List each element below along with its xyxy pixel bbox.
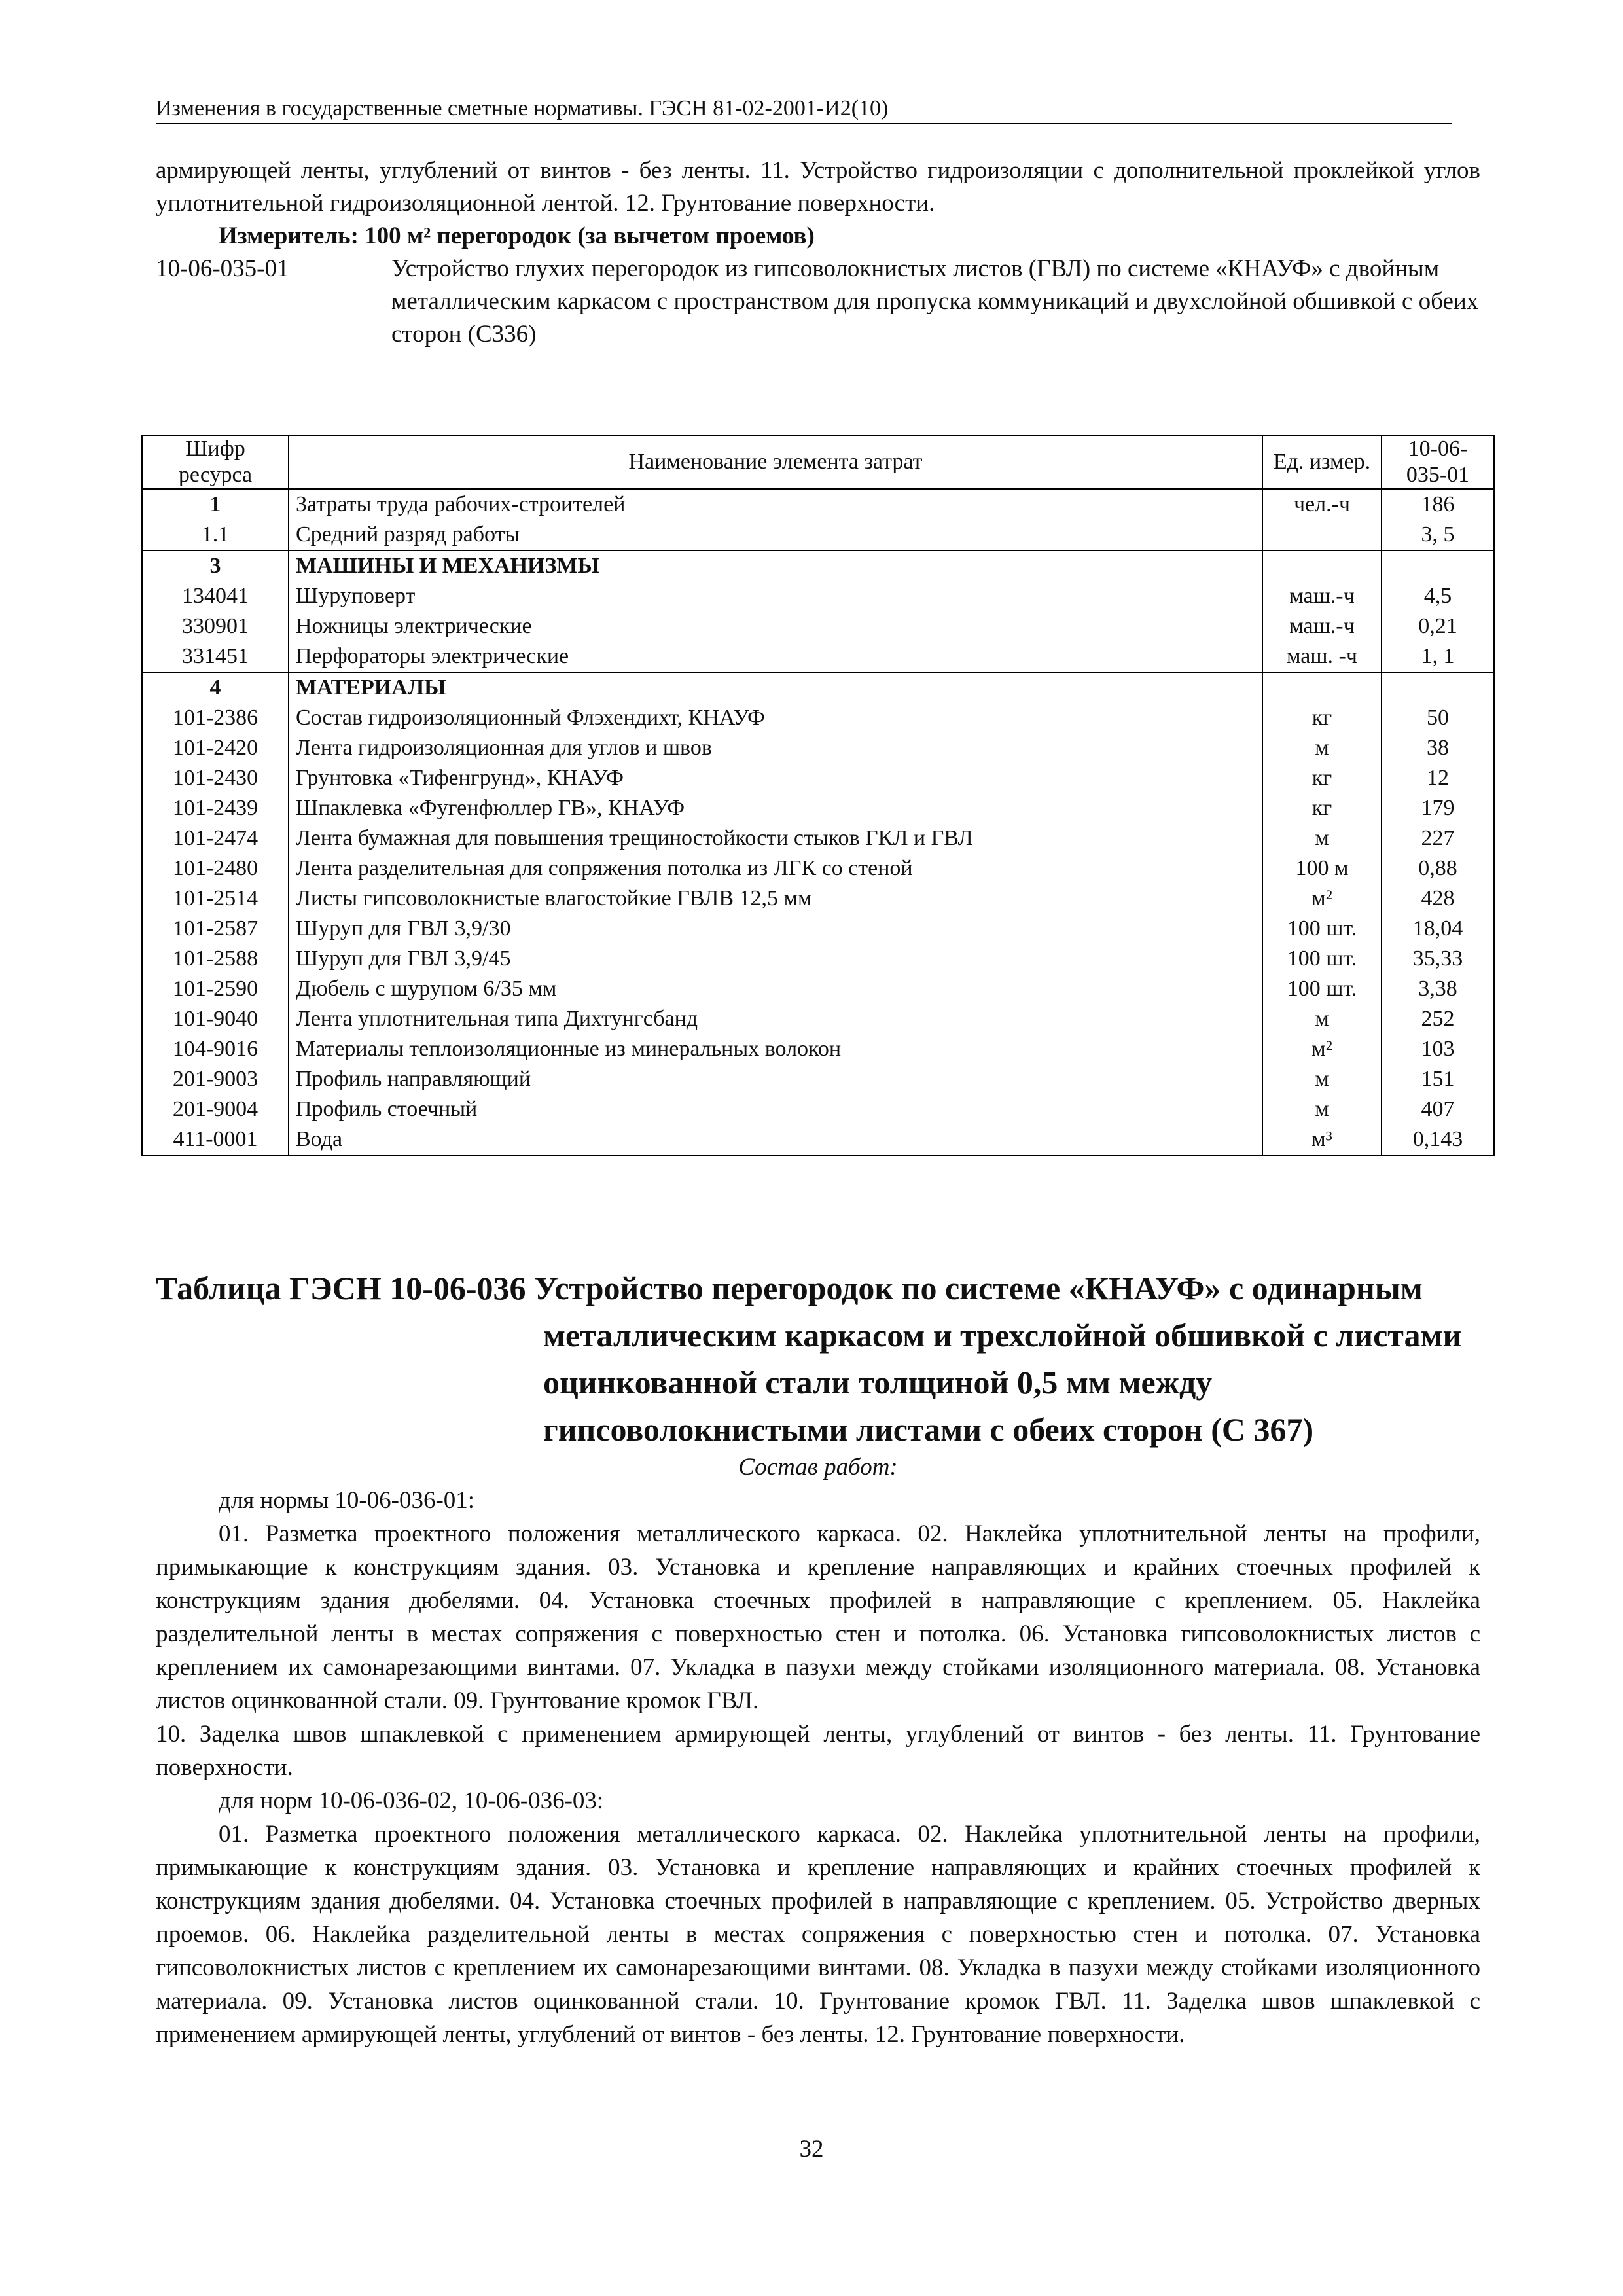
row-code: 101-2587	[142, 914, 289, 944]
norm-heading	[156, 253, 1480, 351]
group-value-empty	[1382, 672, 1494, 703]
row-code: 1.1	[142, 520, 289, 550]
row-name: Профиль стоечный	[289, 1094, 1262, 1124]
row-code: 331451	[142, 641, 289, 672]
row-value: 151	[1382, 1064, 1494, 1094]
row-name: Профиль направляющий	[289, 1064, 1262, 1094]
row-value: 38	[1382, 733, 1494, 763]
row-unit: м	[1262, 823, 1382, 853]
group-value-empty	[1382, 550, 1494, 581]
continued-paragraph: армирующей ленты, углублений от винтов - без ленты. 11. Устройство гидроизоляции с дополнительной проклейкой углов уплотнительной гидроизоляционной лентой. 12. Грунтование поверхности.	[156, 157, 1480, 217]
table-header-row	[142, 435, 1494, 489]
row-value: 407	[1382, 1094, 1494, 1124]
row-name: Перфораторы электрические	[289, 641, 1262, 672]
page-number: 32	[799, 2136, 824, 2162]
section-title-text-1: Устройство перегородок по системе «КНАУФ» с одинарным	[534, 1270, 1423, 1306]
section-title-line-4: гипсоволокнистыми листами с обеих сторон (С 367)	[543, 1411, 1314, 1448]
header-code: Шифр ресурса	[142, 435, 289, 489]
intro-block	[156, 154, 1480, 351]
row-name: Лента гидроизоляционная для углов и швов	[289, 733, 1262, 763]
norm1-label: для нормы 10-06-036-01:	[219, 1487, 475, 1514]
table-row	[142, 763, 1494, 793]
works-subtitle: Состав работ:	[738, 1454, 898, 1480]
table-row	[142, 884, 1494, 914]
section-title-line-1	[156, 1265, 1491, 1312]
row-value: 428	[1382, 884, 1494, 914]
header-unit: Ед. измер.	[1262, 435, 1382, 489]
row-code: 101-2474	[142, 823, 289, 853]
row-unit: маш.-ч	[1262, 611, 1382, 641]
row-value: 3, 5	[1382, 520, 1494, 550]
works-composition	[156, 1450, 1480, 2051]
section-title-line-3: оцинкованной стали толщиной 0,5 мм между	[543, 1364, 1213, 1401]
resource-table	[141, 435, 1495, 1156]
row-unit: маш. -ч	[1262, 641, 1382, 672]
table-row	[142, 914, 1494, 944]
row-name: Шуруп для ГВЛ 3,9/30	[289, 914, 1262, 944]
table-row	[142, 944, 1494, 974]
row-unit: чел.-ч	[1262, 489, 1382, 520]
row-value: 252	[1382, 1004, 1494, 1034]
row-name: Материалы теплоизоляционные из минеральных волокон	[289, 1034, 1262, 1064]
row-value: 186	[1382, 489, 1494, 520]
row-code: 201-9003	[142, 1064, 289, 1094]
group-code: 4	[142, 672, 289, 703]
row-name: Шуруп для ГВЛ 3,9/45	[289, 944, 1262, 974]
row-code: 134041	[142, 581, 289, 611]
group-title: МАТЕРИАЛЫ	[289, 672, 1262, 703]
row-unit: м³	[1262, 1124, 1382, 1155]
norm-code: 10-06-035-01	[156, 255, 289, 282]
table-group-row	[142, 672, 1494, 703]
row-value: 3,38	[1382, 974, 1494, 1004]
table-row	[142, 1124, 1494, 1155]
row-code: 1	[142, 489, 289, 520]
table-row	[142, 611, 1494, 641]
row-name: Лента уплотнительная типа Дихтунгсбанд	[289, 1004, 1262, 1034]
row-value: 1, 1	[1382, 641, 1494, 672]
row-name: Средний разряд работы	[289, 520, 1262, 550]
header-name: Наименование элемента затрат	[289, 435, 1262, 489]
table-group-row	[142, 550, 1494, 581]
row-unit: кг	[1262, 703, 1382, 733]
row-code: 101-9040	[142, 1004, 289, 1034]
row-unit: м	[1262, 1004, 1382, 1034]
meter-line: Измеритель: 100 м² перегородок (за вычетом проемов)	[219, 223, 815, 249]
section-title-lead: Таблица ГЭСН 10-06-036	[156, 1270, 535, 1306]
row-unit: м²	[1262, 884, 1382, 914]
row-value: 227	[1382, 823, 1494, 853]
row-value: 0,143	[1382, 1124, 1494, 1155]
running-header: Изменения в государственные сметные нормативы. ГЭСН 81-02-2001-И2(10)	[156, 96, 1452, 124]
row-code: 411-0001	[142, 1124, 289, 1155]
table-row	[142, 1034, 1494, 1064]
group-title: МАШИНЫ И МЕХАНИЗМЫ	[289, 550, 1262, 581]
row-code: 101-2439	[142, 793, 289, 823]
norm2-label: для норм 10-06-036-02, 10-06-036-03:	[219, 1787, 604, 1814]
row-unit: м	[1262, 733, 1382, 763]
group-unit-empty	[1262, 550, 1382, 581]
row-value: 103	[1382, 1034, 1494, 1064]
row-value: 4,5	[1382, 581, 1494, 611]
row-name: Состав гидроизоляционный Флэхендихт, КНАУФ	[289, 703, 1262, 733]
row-code: 330901	[142, 611, 289, 641]
group-code: 3	[142, 550, 289, 581]
row-unit: кг	[1262, 793, 1382, 823]
row-value: 50	[1382, 703, 1494, 733]
table-row	[142, 641, 1494, 672]
row-code: 101-2480	[142, 853, 289, 884]
row-code: 101-2588	[142, 944, 289, 974]
row-unit: кг	[1262, 763, 1382, 793]
row-unit	[1262, 520, 1382, 550]
table-row	[142, 974, 1494, 1004]
table-row	[142, 1004, 1494, 1034]
row-unit: 100 шт.	[1262, 974, 1382, 1004]
row-unit: м²	[1262, 1034, 1382, 1064]
row-value: 18,04	[1382, 914, 1494, 944]
row-unit: 100 м	[1262, 853, 1382, 884]
table-row	[142, 823, 1494, 853]
row-name: Ножницы электрические	[289, 611, 1262, 641]
section-title	[156, 1265, 1491, 1453]
table-row	[142, 853, 1494, 884]
row-unit: м	[1262, 1064, 1382, 1094]
table-row	[142, 1094, 1494, 1124]
row-name: Вода	[289, 1124, 1262, 1155]
row-code: 101-2386	[142, 703, 289, 733]
table-row	[142, 703, 1494, 733]
row-name: Шпаклевка «Фугенфюллер ГВ», КНАУФ	[289, 793, 1262, 823]
row-value: 179	[1382, 793, 1494, 823]
section-title-line-2: металлическим каркасом и трехслойной обшивкой с листами	[543, 1317, 1462, 1354]
row-code: 101-2590	[142, 974, 289, 1004]
row-value: 12	[1382, 763, 1494, 793]
row-code: 201-9004	[142, 1094, 289, 1124]
row-unit: маш.-ч	[1262, 581, 1382, 611]
row-code: 104-9016	[142, 1034, 289, 1064]
row-unit: м	[1262, 1094, 1382, 1124]
row-code: 101-2430	[142, 763, 289, 793]
header-value: 10-06- 035-01	[1382, 435, 1494, 489]
row-name: Затраты труда рабочих-строителей	[289, 489, 1262, 520]
norm1-text-b: 10. Заделка швов шпаклевкой с применением армирующей ленты, углублений от винтов - без ленты. 11. Грунтование поверхности.	[156, 1721, 1480, 1781]
table-row	[142, 520, 1494, 550]
table-row	[142, 581, 1494, 611]
group-unit-empty	[1262, 672, 1382, 703]
norm2-text: 01. Разметка проектного положения металлического каркаса. 02. Наклейка уплотнительной ленты на профили, примыкающие к конструкциям здания. 03. Установка и крепление направляющих и крайних стоечных профилей к конструкциям здания дюбелями. 04. Установка стоечных профилей в направляющие с креплением. 05. Устройство дверных проемов. 06. Наклейка разделительной ленты в местах сопряжения с поверхностью стен и потолка. 07. Установка гипсоволокнистых листов с креплением их самонарезающими винтами. 08. Укладка в пазухи между стойками изоляционного материала. 09. Установка листов оцинкованной стали. 10. Грунтование кромок ГВЛ. 11. Заделка швов шпаклевкой с применением армирующей ленты, углублений от винтов - без ленты. 12. Грунтование поверхности.	[156, 1821, 1480, 2048]
row-name: Лента разделительная для сопряжения потолка из ЛГК со стеной	[289, 853, 1262, 884]
row-value: 0,21	[1382, 611, 1494, 641]
table-row	[142, 733, 1494, 763]
norm-title: Устройство глухих перегородок из гипсоволокнистых листов (ГВЛ) по системе «КНАУФ» с двойным металлическим каркасом с пространством для пропуска коммуникаций и двухслойной обшивкой с обеих сторон (С336)	[391, 255, 1479, 348]
row-name: Дюбель с шурупом 6/35 мм	[289, 974, 1262, 1004]
norm1-text-a: 01. Разметка проектного положения металлического каркаса. 02. Наклейка уплотнительной ленты на профили, примыкающие к конструкциям здания. 03. Установка и крепление направляющих и крайних стоечных профилей к конструкциям здания дюбелями. 04. Установка стоечных профилей в направляющие с креплением. 05. Наклейка разделительной ленты в местах сопряжения с поверхностью стен и потолка. 06. Установка гипсоволокнистых листов с креплением их самонарезающими винтами. 07. Укладка в пазухи между стойками изоляционного материала. 08. Установка листов оцинкованной стали. 09. Грунтование кромок ГВЛ.	[156, 1520, 1480, 1714]
row-unit: 100 шт.	[1262, 944, 1382, 974]
table-row	[142, 793, 1494, 823]
row-name: Шуруповерт	[289, 581, 1262, 611]
table-row	[142, 489, 1494, 520]
row-name: Грунтовка «Тифенгрунд», КНАУФ	[289, 763, 1262, 793]
row-code: 101-2420	[142, 733, 289, 763]
table-row	[142, 1064, 1494, 1094]
row-value: 35,33	[1382, 944, 1494, 974]
table-body	[142, 489, 1494, 1155]
row-unit: 100 шт.	[1262, 914, 1382, 944]
row-value: 0,88	[1382, 853, 1494, 884]
row-name: Лента бумажная для повышения трещиностойкости стыков ГКЛ и ГВЛ	[289, 823, 1262, 853]
row-name: Листы гипсоволокнистые влагостойкие ГВЛВ 12,5 мм	[289, 884, 1262, 914]
row-code: 101-2514	[142, 884, 289, 914]
